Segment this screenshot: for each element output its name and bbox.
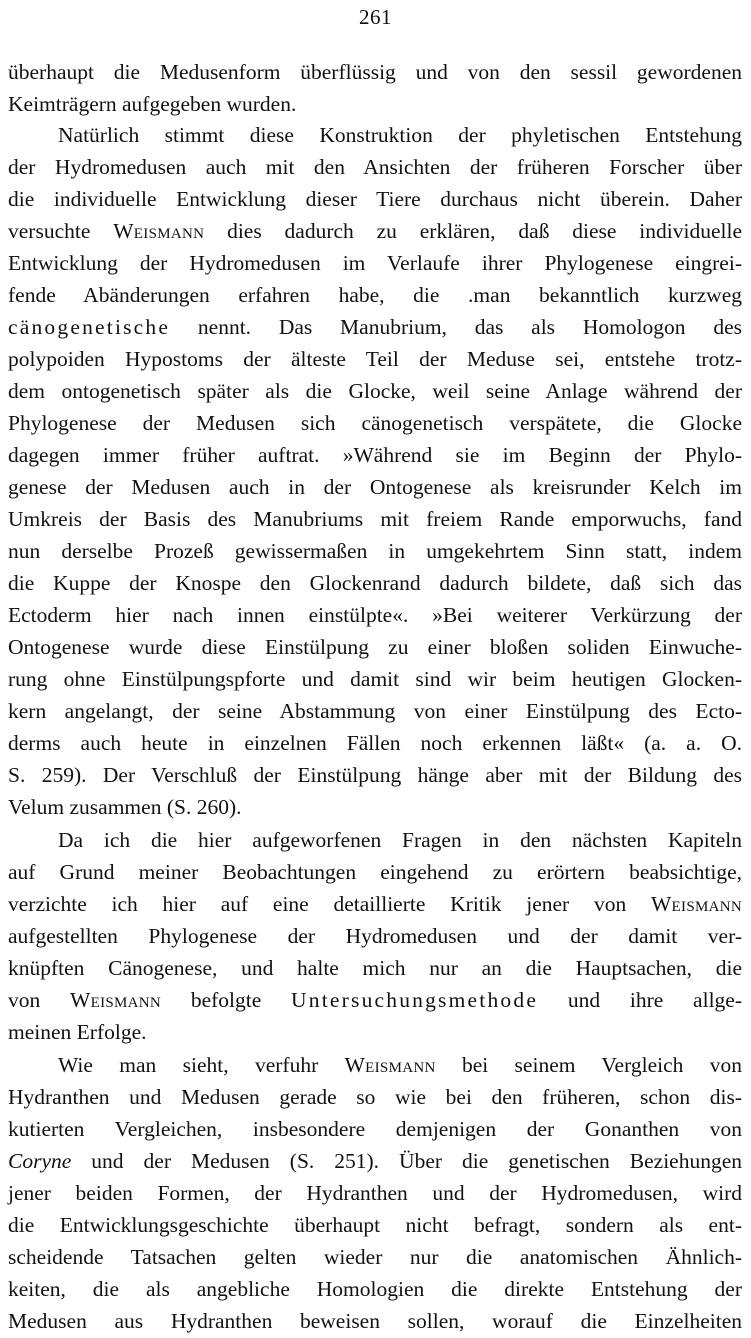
text-line: aufgestellten Phylogenese der Hydromedusen und der damit ver-	[8, 924, 742, 948]
text-line: jener beiden Formen, der Hydranthen und der Hydromedusen, wird	[8, 1181, 742, 1205]
text-line: polypoiden Hypostoms der älteste Teil der Meduse sei, entstehe trotz-	[8, 347, 742, 371]
emphasized-term: cänogenetische	[8, 315, 171, 339]
author-name: Weismann	[113, 219, 205, 243]
text-line: versuchte Weismann dies dadurch zu erklären, daß diese individuelle	[8, 219, 742, 243]
text-line: Da ich die hier aufgeworfenen Fragen in den nächsten Kapiteln	[58, 828, 742, 852]
emphasized-term: Untersuchungsmethode	[291, 988, 539, 1012]
text-line: Umkreis der Basis des Manubriums mit freiem Rande emporwuchs, fand	[8, 507, 742, 531]
text-line: auf Grund meiner Beobachtungen eingehend zu erörtern beabsichtige,	[8, 860, 742, 884]
text-line: die Kuppe der Knospe den Glockenrand dadurch bildete, daß sich das	[8, 571, 742, 595]
text-line: überhaupt die Medusenform überflüssig und von den sessil gewordenen	[8, 60, 742, 84]
text-line: meinen Erfolge.	[8, 1020, 147, 1044]
text-line: Coryne und der Medusen (S. 251). Über die genetischen Beziehungen	[8, 1149, 742, 1173]
text-line: kern angelangt, der seine Abstammung von einer Einstülpung des Ecto-	[8, 699, 742, 723]
text-line: nun derselbe Prozeß gewissermaßen in umgekehrtem Sinn statt, indem	[8, 539, 742, 563]
author-name: Weismann	[650, 892, 742, 916]
text-line: der Hydromedusen auch mit den Ansichten der früheren Forscher über	[8, 155, 742, 179]
text-line: Medusen aus Hydranthen beweisen sollen, worauf die Einzelheiten	[8, 1309, 742, 1333]
text-line: scheidende Tatsachen gelten wieder nur die anatomischen Ähnlich-	[8, 1245, 742, 1269]
text-line: rung ohne Einstülpungspforte und damit sind wir beim heutigen Glocken-	[8, 667, 742, 691]
text-line: kutierten Vergleichen, insbesondere demjenigen der Gonanthen von	[8, 1117, 742, 1141]
text-line: S. 259). Der Verschluß der Einstülpung hänge aber mit der Bildung des	[8, 763, 742, 787]
text-line: Wie man sieht, verfuhr Weismann bei seinem Vergleich von	[58, 1053, 742, 1077]
text-line: genese der Medusen auch in der Ontogenese als kreisrunder Kelch im	[8, 475, 742, 499]
text-line: dem ontogenetisch später als die Glocke, weil seine Anlage während der	[8, 379, 742, 403]
text-line: dagegen immer früher auftrat. »Während sie im Beginn der Phylo-	[8, 443, 742, 467]
text-line: Ectoderm hier nach innen einstülpte«. »Bei weiterer Verkürzung der	[8, 603, 742, 627]
text-line: Ontogenese wurde diese Einstülpung zu einer bloßen soliden Einwuche-	[8, 635, 742, 659]
text-line: Keimträgern aufgegeben wurden.	[8, 92, 297, 116]
page-number: 261	[359, 5, 392, 29]
text-line: Phylogenese der Medusen sich cänogenetisch verspätete, die Glocke	[8, 411, 742, 435]
text-line: die individuelle Entwicklung dieser Tiere durchaus nicht überein. Daher	[8, 187, 742, 211]
text-line: die Entwicklungsgeschichte überhaupt nicht befragt, sondern als ent-	[8, 1213, 742, 1237]
text-line: keiten, die als angebliche Homologien die direkte Entstehung der	[8, 1277, 742, 1301]
author-name: Weismann	[70, 988, 162, 1012]
text-line: cänogenetische nennt. Das Manubrium, das als Homologon des	[8, 315, 742, 339]
author-name: Weismann	[344, 1053, 436, 1077]
genus-name: Coryne	[8, 1149, 72, 1173]
text-line: knüpften Cänogenese, und halte mich nur an die Hauptsachen, die	[8, 956, 742, 980]
text-line: fende Abänderungen erfahren habe, die .man bekanntlich kurzweg	[8, 283, 742, 307]
text-line: von Weismann befolgte Untersuchungsmethode und ihre allge-	[8, 988, 742, 1012]
text-line: derms auch heute in einzelnen Fällen noch erkennen läßt« (a. a. O.	[8, 731, 742, 755]
text-line: Natürlich stimmt diese Konstruktion der phyletischen Entstehung	[58, 123, 742, 147]
text-line: verzichte ich hier auf eine detaillierte Kritik jener von Weismann	[8, 892, 742, 916]
text-line: Hydranthen und Medusen gerade so wie bei den früheren, schon dis-	[8, 1085, 742, 1109]
text-line: Entwicklung der Hydromedusen im Verlaufe ihrer Phylogenese eingrei-	[8, 251, 742, 275]
text-line: Velum zusammen (S. 260).	[8, 795, 242, 819]
